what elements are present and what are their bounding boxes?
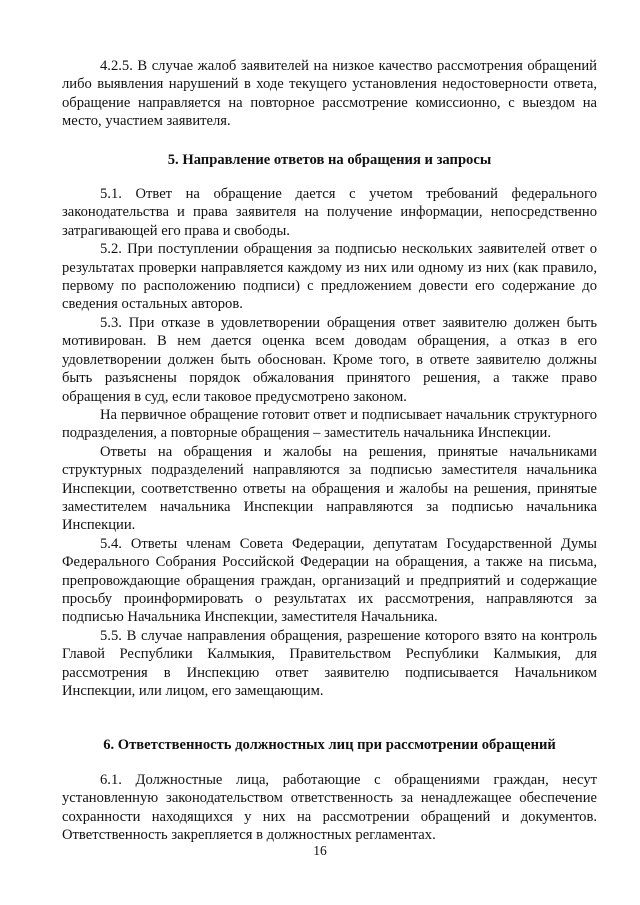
paragraph-6-1: 6.1. Должностные лица, работающие с обращениями граждан, несут установленную законодательством ответственность за ненадлежащее обеспечение сохранности находящихся у них на рассмотрении обращений и документов. Ответственность закрепляется в должностных регламентах. [62, 771, 597, 844]
paragraph-5-2: 5.2. При поступлении обращения за подписью нескольких заявителей ответ о результатах проверки направляется каждому из них или одному из них (как правило, первому по расположению подписи) с предложением довести его содержание до сведения остальных авторов. [62, 241, 597, 313]
paragraph-primary-response: На первичное обращение готовит ответ и подписывает начальник структурного подразделения, а повторные обращения – заместитель начальника Инспекции. [62, 406, 597, 442]
section-5-heading: 5. Направление ответов на обращения и запросы [167, 151, 492, 168]
page-number: 16 [313, 843, 327, 858]
paragraph-5-3: 5.3. При отказе в удовлетворении обращения ответ заявителю должен быть мотивирован. В нем дается оценка всем доводам обращения, а отказ в его удовлетворении должен быть обоснован. Кроме того, в ответе заявителю должны быть разъяснены порядок обжалования принятого решения, а также право обращения в суд, если таковое предусмотрено законом. [62, 314, 597, 405]
paragraph-5-5: 5.5. В случае направления обращения, разрешение которого взято на контроль Главой Республики Калмыкия, Правительством Республики Калмыкия, для рассмотрения в Инспекцию ответ заявителю подписывается Начальником Инспекции, или лицом, его замещающим. [62, 627, 597, 699]
paragraph-4-2-5: 4.2.5. В случае жалоб заявителей на низкое качество рассмотрения обращений либо выявления нарушений в ходе текущего установления недостоверности ответа, обращение направляется на повторное рассмотрение комиссионно, с выездом на место, участием заявителя. [62, 58, 597, 130]
paragraph-5-1: 5.1. Ответ на обращение дается с учетом требований федерального законодательства и права заявителя на получение информации, непосредственно затрагивающей его права и свободы. [62, 186, 597, 239]
document-body [62, 57, 597, 844]
paragraph-responses-signature: Ответы на обращения и жалобы на решения, принятые начальниками структурных подразделений направляются за подписью заместителя начальника Инспекции, соответственно ответы на обращения и жалобы на решения, принятые заместителем начальника Инспекции направляются за подписью начальника Инспекции. [62, 443, 597, 534]
section-6-heading: 6. Ответственность должностных лиц при рассмотрении обращений [103, 737, 556, 754]
paragraph-5-4: 5.4. Ответы членам Совета Федерации, депутатам Государственной Думы Федерального Собрания Российской Федерации на обращения, а также на письма, препровождающие обращения граждан, организаций и предприятий и содержащие просьбу проинформировать о результатах их рассмотрения, направляются за подписью Начальника Инспекции, заместителя Начальника. [62, 535, 597, 626]
